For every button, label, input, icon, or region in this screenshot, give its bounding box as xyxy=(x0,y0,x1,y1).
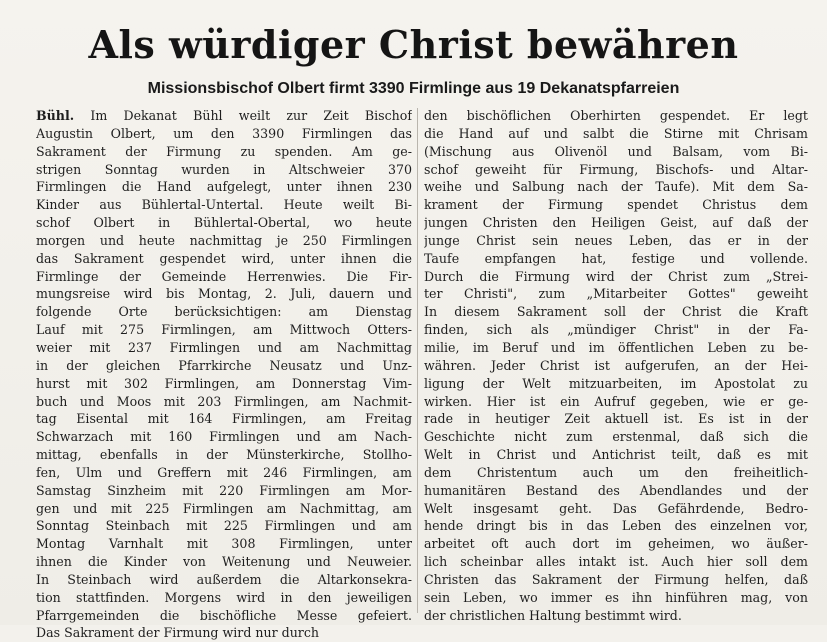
article-line: in der gleichen Pfarrkirche Neusatz und Unz- xyxy=(36,357,412,373)
subheadline: Missionsbischof Olbert firmt 3390 Firmlinge aus 19 Dekanatspfarreien xyxy=(147,80,680,97)
article-line xyxy=(36,107,412,125)
article-line: krament der Firmung spendet Christus dem xyxy=(424,197,808,213)
article-line: humanitären Bestand des Abendlandes und der xyxy=(424,482,808,498)
article-line: rade in heutiger Zeit aktuell ist. Es ist in der xyxy=(424,411,808,427)
dateline: Bühl. xyxy=(36,108,75,123)
article-line: der christlichen Haltung bestimmt wird. xyxy=(424,607,682,623)
article-line: tion stattfinden. Morgens wird in den jeweiligen xyxy=(36,589,412,605)
article-line: schof Olbert in Bühlertal-Obertal, wo heute xyxy=(36,215,412,231)
article-line: jungen Christen den Heiligen Geist, auf daß der xyxy=(424,215,808,231)
article-column-left xyxy=(36,107,412,642)
article-line: das Sakrament gespendet wird, unter ihnen die xyxy=(36,250,412,266)
article-line: Augustin Olbert, um den 3390 Firmlingen das xyxy=(36,125,412,141)
article-line: mittag, ebenfalls in der Münsterkirche, Stollho- xyxy=(36,447,412,463)
article-line: Lauf mit 275 Firmlingen, am Mittwoch Otters- xyxy=(36,322,412,338)
article-line: den bischöflichen Oberhirten gespendet. Er legt xyxy=(424,108,808,123)
article-line: sein Leben, wo immer es ihn hinführen mag, von xyxy=(424,589,808,605)
article-line: tag Eisental mit 164 Firmlingen, am Freitag xyxy=(36,411,412,427)
column-divider xyxy=(417,108,418,613)
article-line: Sakrament der Firmung zu spenden. Am ge- xyxy=(36,143,412,159)
article-line: schof geweiht für Firmung, Bischofs- und Altar- xyxy=(424,161,808,177)
article-line: die Hand auf und salbt die Stirne mit Chrisam xyxy=(424,125,808,141)
article-line: buch und Moos mit 203 Firmlingen, am Nachmit- xyxy=(36,393,412,409)
article-line: ter Christi", zum „Mitarbeiter Gottes" geweiht xyxy=(424,286,808,302)
article-line: lich scheinbar alles intakt ist. Auch hier soll dem xyxy=(424,554,808,570)
article-line: Welt in Christ und Antichrist teilt, daß es mit xyxy=(424,447,808,463)
article-line: Christen das Sakrament der Firmung helfen, daß xyxy=(424,571,808,587)
article-line: Firmlingen die Hand aufgelegt, unter ihnen 230 xyxy=(36,179,412,195)
article-line: wirken. Hier ist ein Aufruf gegeben, wie er ge- xyxy=(424,393,808,409)
article-line: morgen und heute nachmittag je 250 Firmlingen xyxy=(36,232,412,248)
article-line: Sonntag Steinbach mit 225 Firmlingen und am xyxy=(36,518,412,534)
article-line: Taufe empfangen hat, festige und vollende. xyxy=(424,250,808,266)
article-line: Geschichte nicht zum erstenmal, daß sich die xyxy=(424,429,808,445)
article-line: währen. Jeder Christ ist aufgerufen, an der Hei- xyxy=(424,357,808,373)
article-line: arbeitet oft auch dort im geheimen, wo äußer- xyxy=(424,536,808,552)
article-line: Pfarrgemeinden die bischöfliche Messe gefeiert. xyxy=(36,607,412,623)
article-line: Welt insgesamt geht. Das Gefährdende, Bedro- xyxy=(424,500,808,516)
headline: Als würdiger Christ bewähren xyxy=(88,22,739,67)
article-line: Firmlinge der Gemeinde Herrenwies. Die Fir- xyxy=(36,268,412,284)
article-line: finden, sich als „mündiger Christ" in der Fa- xyxy=(424,322,808,338)
article-line: Montag Varnhalt mit 308 Firmlingen, unter xyxy=(36,536,412,552)
article-line: (Mischung aus Olivenöl und Balsam, vom Bi- xyxy=(424,143,808,159)
article-line: weier mit 237 Firmlingen und am Nachmittag xyxy=(36,339,412,355)
article-line: Das Sakrament der Firmung wird nur durch xyxy=(36,625,319,641)
article-line: Durch die Firmung wird der Christ zum „Strei- xyxy=(424,268,808,284)
article-line: folgende Orte berücksichtigen: am Dienstag xyxy=(36,304,412,320)
article-line: gen und mit 225 Firmlingen am Nachmittag, am xyxy=(36,500,412,516)
article-line: weihe und Salbung nach der Taufe). Mit dem Sa- xyxy=(424,179,808,195)
article-line: fen, Ulm und Greffern mit 246 Firmlingen, am xyxy=(36,464,412,480)
article-line: Kinder aus Bühlertal-Untertal. Heute weilt Bi- xyxy=(36,197,412,213)
article-column-right xyxy=(424,107,808,624)
article-line: Samstag Sinzheim mit 220 Firmlingen am Mor- xyxy=(36,482,412,498)
article-line: dem Christentum auch um den freiheitlich- xyxy=(424,464,808,480)
article-line-text: Im Dekanat Bühl weilt zur Zeit Bischof xyxy=(74,108,412,123)
article-line: In diesem Sakrament soll der Christ die Kraft xyxy=(424,304,808,320)
article-line: mungsreise wird bis Montag, 2. Juli, dauern und xyxy=(36,286,412,302)
article-line: hende dringt bis in das Leben des einzelnen vor, xyxy=(424,518,808,534)
article-line: In Steinbach wird außerdem die Altarkonsekra- xyxy=(36,571,412,587)
article-line: Schwarzach mit 160 Firmlingen und am Nach- xyxy=(36,429,412,445)
article-line: hurst mit 302 Firmlingen, am Donnerstag Vim- xyxy=(36,375,412,391)
article-line: ligung der Welt mitzuarbeiten, im Apostolat zu xyxy=(424,375,808,391)
article-line: milie, im Beruf und im öffentlichen Leben zu be- xyxy=(424,339,808,355)
article-line: ihnen die Kinder von Weitenung und Neuweier. xyxy=(36,554,412,570)
article-line: strigen Sonntag wurden in Altschweier 370 xyxy=(36,161,412,177)
article-line: junge Christ sein neues Leben, das er in der xyxy=(424,232,808,248)
